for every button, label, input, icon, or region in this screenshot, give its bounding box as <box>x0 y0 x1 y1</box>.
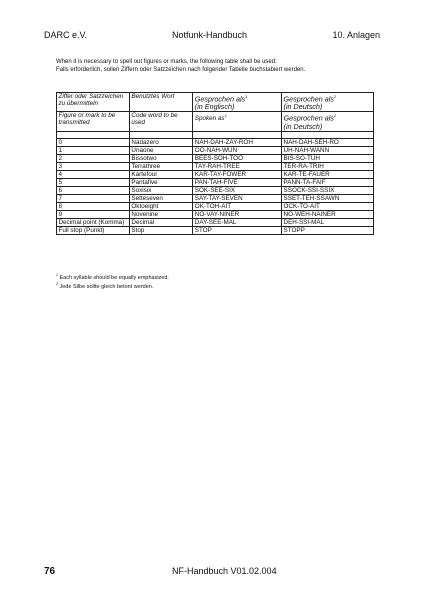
table-cell: OO-NAH-WUN <box>193 146 282 154</box>
table-cell: KAR-TAY-FOWER <box>193 170 282 178</box>
table-cell: STOPP <box>282 226 374 234</box>
footnotes <box>56 272 376 291</box>
page-number: 76 <box>44 566 56 577</box>
document-version: NF-Handbuch V01.02.004 <box>172 566 277 576</box>
table-cell: Full stop (Punkt) <box>57 226 130 234</box>
table-cell: UH-NAH-WANN <box>282 146 374 154</box>
table-cell: NAH-DAH-ZAY-ROH <box>193 138 282 146</box>
table-cell: SAY-TAY-SEVEN <box>193 194 282 202</box>
table-body <box>57 138 374 234</box>
table-cell: Novenine <box>129 210 192 218</box>
table-cell: Pantafive <box>129 178 192 186</box>
table-cell: Oktoeight <box>129 202 192 210</box>
table-cell: PANN-TA-FAIF <box>282 178 374 186</box>
header-cell: Gesprochen als$^2$ (in Deutsch) <box>282 112 374 131</box>
table-cell: SOK-SEE-SIX <box>193 186 282 194</box>
header-cell: Ziffer oder Satzzeichen zu übermitteln <box>57 93 130 112</box>
table-row <box>57 138 374 146</box>
table-cell: Decimal <box>129 218 192 226</box>
intro-english: When it is necessary to spell out figures or marks, the following table shall be used: <box>56 59 277 65</box>
table-cell: Bissotwo <box>129 154 192 162</box>
header-cell: Code word to be used <box>129 112 192 131</box>
table-row <box>57 226 374 234</box>
table-cell: 4 <box>57 170 130 178</box>
table-cell: Setteseven <box>129 194 192 202</box>
table-cell: Nadazero <box>129 138 192 146</box>
header-cell: Benutztes Wort <box>129 93 192 112</box>
table-row <box>57 178 374 186</box>
table-row <box>57 218 374 226</box>
table-cell: OK-TOH-AIT <box>193 202 282 210</box>
table-row <box>57 210 374 218</box>
table-cell: Soxisix <box>129 186 192 194</box>
table-cell: SSOCK-SSI-SSIX <box>282 186 374 194</box>
footnote: $^2$ Jede Silbe sollte gleich betont werden. <box>56 282 154 291</box>
header-cell: Gesprochen als$^1$ (in Englisch) <box>193 93 282 112</box>
table-cell: DEH-SSI-MAL <box>282 218 374 226</box>
table-cell: 0 <box>57 138 130 146</box>
table-cell: OCK-TO-AIT <box>282 202 374 210</box>
table-cell: SSET-TEH-SSAWN <box>282 194 374 202</box>
table-cell: 9 <box>57 210 130 218</box>
table-cell: NO-VAY-NINER <box>193 210 282 218</box>
header-chapter: 10. Anlagen <box>332 30 380 40</box>
table-cell: 7 <box>57 194 130 202</box>
table-cell: Decimal point (Komma) <box>57 218 130 226</box>
table-cell: KAR-TE-FAUER <box>282 170 374 178</box>
table-cell: Stop <box>129 226 192 234</box>
table-cell: NO-WEH-NAINER <box>282 210 374 218</box>
table-cell: NAH-DAH-SEH-RO <box>282 138 374 146</box>
table-cell: TAY-RAH-TREE <box>193 162 282 170</box>
header-org: DARC e.V. <box>44 30 88 40</box>
table-spacer-row <box>57 131 374 138</box>
table-cell: Unaone <box>129 146 192 154</box>
table-row <box>57 146 374 154</box>
table-header-english <box>57 112 374 131</box>
intro-text <box>56 58 376 74</box>
table-cell: 8 <box>57 202 130 210</box>
header-title: Notfunk-Handbuch <box>172 30 248 40</box>
page-footer <box>44 566 380 580</box>
table-row <box>57 170 374 178</box>
table-cell: DAY-SEE-MAL <box>193 218 282 226</box>
table-cell: BIS-SO-TUH <box>282 154 374 162</box>
table-header-german <box>57 93 374 112</box>
table-cell: 3 <box>57 162 130 170</box>
table-row <box>57 154 374 162</box>
table-cell: STOP <box>193 226 282 234</box>
table-cell: 2 <box>57 154 130 162</box>
intro-german: Falls erforderlich, sollen Ziffern oder Satzzeichen nach folgender Tabelle buchstabiert werden. <box>56 67 306 73</box>
table-cell: 1 <box>57 146 130 154</box>
table-row <box>57 186 374 194</box>
table-cell: Kartefour <box>129 170 192 178</box>
table-row <box>57 202 374 210</box>
header-cell: Figure or mark to be transmitted <box>57 112 130 131</box>
table-cell: TER-RA-TRIH <box>282 162 374 170</box>
table-cell: PAN-TAH-FIVE <box>193 178 282 186</box>
header-cell: Spoken $as^1$ <box>193 112 282 131</box>
spelling-table <box>56 92 374 235</box>
header-cell: Gesprochen als$^2$ (in Deutsch) <box>282 93 374 112</box>
table-row <box>57 194 374 202</box>
table-cell: 6 <box>57 186 130 194</box>
table-row <box>57 162 374 170</box>
table-cell: BEES-SOH-TOO <box>193 154 282 162</box>
page-header <box>44 30 380 44</box>
table-cell: 5 <box>57 178 130 186</box>
footnote: $^1$ Each syllable should be equally emphasized. <box>56 273 169 281</box>
table-cell: Terrathree <box>129 162 192 170</box>
